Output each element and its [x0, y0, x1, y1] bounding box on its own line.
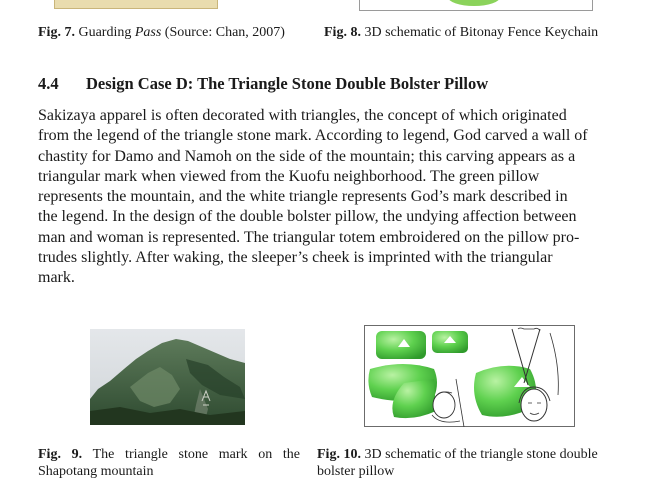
figure-9-caption: Fig. 9. The triangle stone mark on the Shapotang mountain — [38, 447, 300, 479]
figure-10-caption: Fig. 10. 3D schematic of the triangle stone double bolster pillow — [317, 447, 598, 479]
figure-7-caption: Fig. 7. Guarding Pass (Source: Chan, 2007) — [38, 25, 285, 40]
figure-9-photo — [90, 329, 245, 425]
body-line: represents the mountain, and the white triangle represents God’s mark described in — [38, 188, 568, 206]
body-paragraph — [38, 106, 624, 289]
body-line: triangular mark when viewed from the Kuofu neighborhood. The green pillow — [38, 167, 540, 185]
section-number: 4.4 — [38, 74, 59, 93]
body-line: mark. — [38, 269, 75, 287]
body-line: chastity for Damo and Namoh on the side of the mountain; this carving appears as a — [38, 147, 576, 165]
body-line: the legend. In the design of the double bolster pillow, the undying affection between — [38, 208, 577, 226]
section-title: Design Case D: The Triangle Stone Double Bolster Pillow — [86, 74, 489, 93]
section-heading — [38, 74, 488, 94]
body-line: man and woman is represented. The triangular totem embroidered on the pillow pro- — [38, 228, 580, 246]
keychain-shape — [448, 0, 500, 6]
body-line: Sakizaya apparel is often decorated with triangles, the concept of which originated — [38, 107, 567, 124]
figure-7-image — [54, 0, 218, 9]
figure-8-caption: Fig. 8. 3D schematic of Bitonay Fence Keychain — [324, 25, 599, 40]
figure-8-image — [359, 0, 593, 11]
body-line: from the legend of the triangle stone mark. According to legend, God carved a wall of — [38, 127, 588, 145]
figure-10-render — [364, 325, 575, 427]
body-line: trudes slightly. After waking, the sleeper’s cheek is imprinted with the triangular — [38, 249, 553, 267]
